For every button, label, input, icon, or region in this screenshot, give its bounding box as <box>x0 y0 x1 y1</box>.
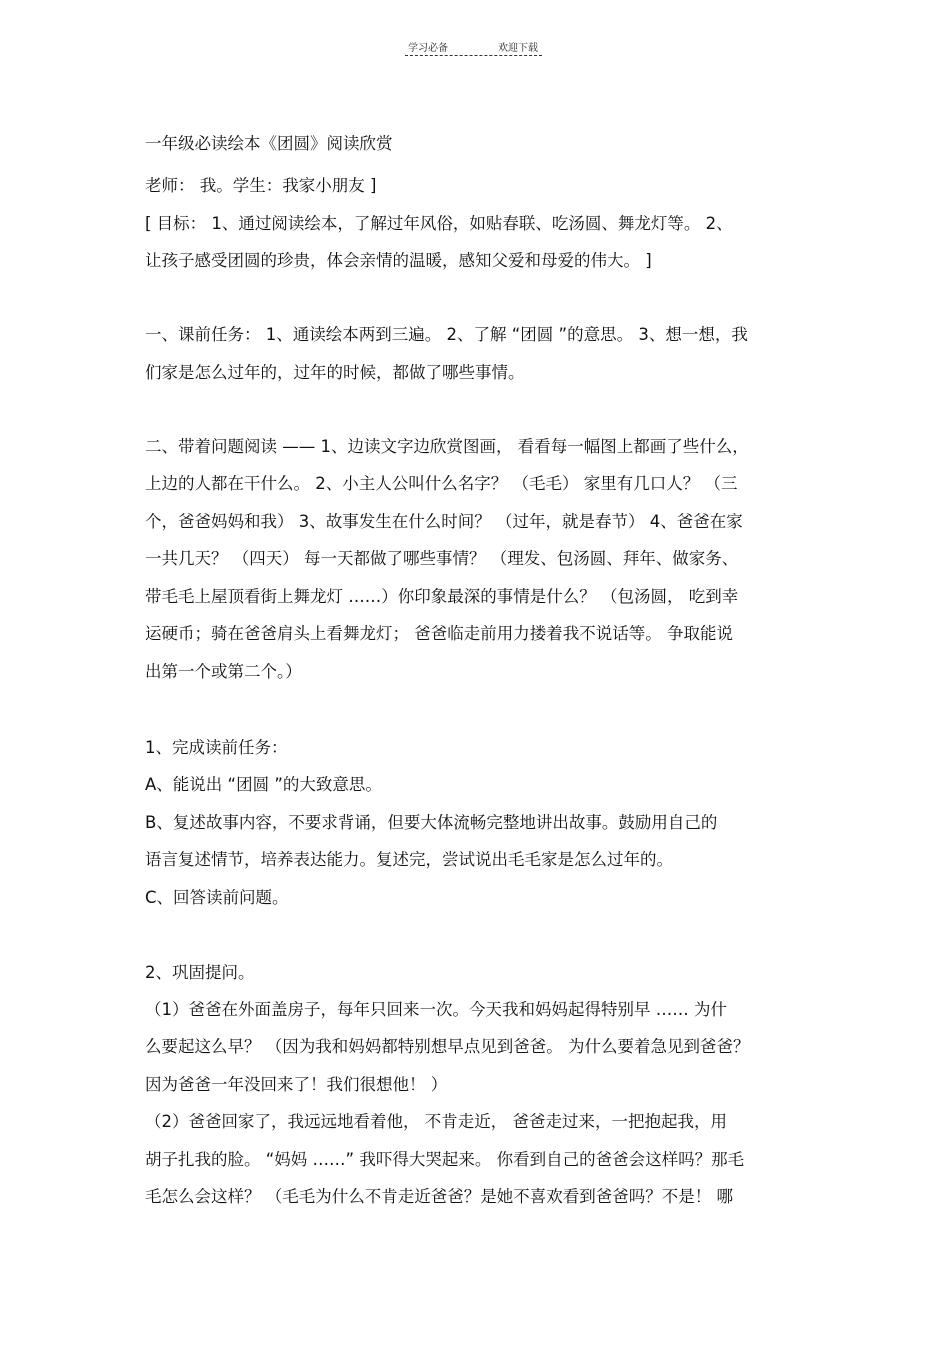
goal-line-1: [ 目标： 1、通过阅读绘本，了解过年风俗，如贴春联、吃汤圆、舞龙灯等。 2、 <box>145 214 733 233</box>
item-b-line-1: B、复述故事内容，不要求背诵，但要大体流畅完整地讲出故事。鼓励用自己的 <box>145 813 718 832</box>
pre-class-task-line-2: 们家是怎么过年的，过年的时候，都做了哪些事情。 <box>145 363 525 382</box>
goal-line-2: 让孩子感受团圆的珍贵，体会亲情的温暖，感知父爱和母爱的伟大。 ] <box>145 251 652 270</box>
question-2-line-1: （2）爸爸回家了，我远远地看着他， 不肯走近， 爸爸走过来，一把抱起我，用 <box>145 1112 727 1131</box>
header-dashed-rule <box>405 55 542 56</box>
reading-questions-line-7: 出第一个或第二个。） <box>145 662 302 681</box>
item-c: C、回答读前问题。 <box>145 888 289 907</box>
reading-questions-line-3: 个，爸爸妈妈和我） 3、故事发生在什么时间？ （过年，就是春节） 4、爸爸在家 <box>145 512 743 531</box>
document-title: 一年级必读绘本《团圆》阅读欣赏 <box>145 134 393 153</box>
header-left-text: 学习必备 <box>408 43 448 54</box>
question-2-line-3: 毛怎么会这样？ （毛毛为什么不肯走近爸爸？是她不喜欢看到爸爸吗？不是！ 哪 <box>145 1187 733 1206</box>
question-1-line-2: 么要起这么早？ （因为我和妈妈都特别想早点见到爸爸。 为什么要着急见到爸爸？ <box>145 1037 750 1056</box>
section-1-heading: 1、完成读前任务： <box>145 738 288 757</box>
question-2-line-2: 胡子扎我的脸。 “妈妈 ……” 我吓得大哭起来。 你看到自己的爸爸会这样吗？那毛 <box>145 1150 745 1169</box>
reading-questions-line-1: 二、带着问题阅读 —— 1、边读文字边欣赏图画， 看看每一幅图上都画了些什么， <box>145 437 749 456</box>
item-b-line-2: 语言复述情节，培养表达能力。复述完，尝试说出毛毛家是怎么过年的。 <box>145 850 673 869</box>
item-a: A、能说出 “团圆 ”的大致意思。 <box>145 775 382 794</box>
reading-questions-line-4: 一共几天？ （四天） 每一天都做了哪些事情？ （理发、包汤圆、拜年、做家务、 <box>145 549 739 568</box>
reading-questions-line-6: 运硬币；骑在爸爸肩头上看舞龙灯； 爸爸临走前用力搂着我不说话等。 争取能说 <box>145 624 733 643</box>
reading-questions-line-5: 带毛毛上屋顶看街上舞龙灯 ……）你印象最深的事情是什么？ （包汤圆， 吃到幸 <box>145 587 739 606</box>
header-right-text: 欢迎下载 <box>498 43 538 54</box>
question-1-line-1: （1）爸爸在外面盖房子，每年只回来一次。今天我和妈妈起得特别早 …… 为什 <box>145 1000 727 1019</box>
pre-class-task-line-1: 一、课前任务： 1、通读绘本两到三遍。 2、了解 “团圆 ”的意思。 3、想一想，我 <box>145 325 748 344</box>
reading-questions-line-2: 上边的人都在干什么。 2、小主人公叫什么名字？ （毛毛） 家里有几口人？ （三 <box>145 474 738 493</box>
question-1-line-3: 因为爸爸一年没回来了！我们很想他！ ） <box>145 1075 448 1094</box>
teacher-student-line: 老师： 我。学生：我家小朋友 ] <box>145 176 377 195</box>
section-2-heading: 2、巩固提问。 <box>145 963 255 982</box>
